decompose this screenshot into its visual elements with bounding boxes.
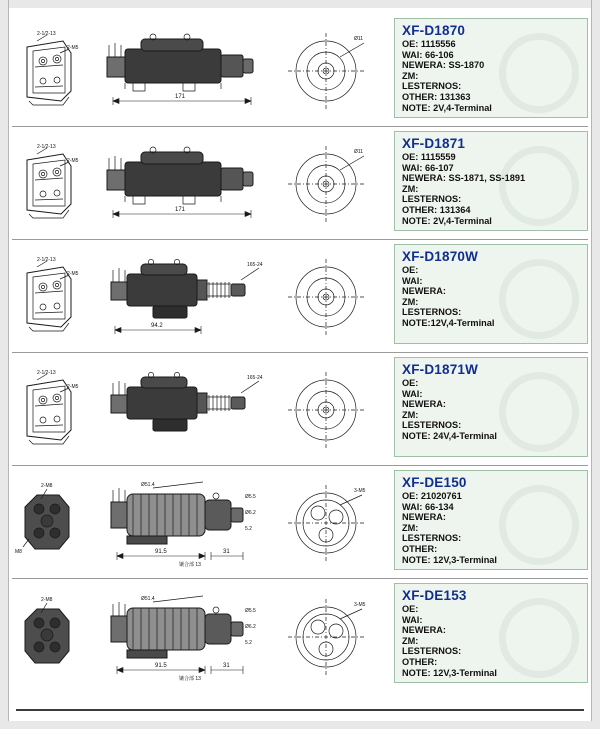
spec-wai: WAI: 66-107 <box>402 162 454 173</box>
mounting-bracket-drawing <box>12 466 80 578</box>
spec-wai: WAI: <box>402 388 423 399</box>
spec-note: NOTE: 24V,4-Terminal <box>402 430 497 441</box>
spec-oe: OE: <box>402 265 419 275</box>
table-row <box>12 240 588 353</box>
solenoid-side-view-drawing <box>80 14 275 126</box>
dimension-label: Ø6.2 <box>244 623 256 630</box>
spec-lesternos: LESTERNOS: <box>402 81 462 92</box>
table-row <box>12 14 588 127</box>
spec-oe: OE: 1115559 <box>402 152 456 162</box>
mounting-bracket-drawing <box>12 127 80 239</box>
spec-box <box>394 583 588 683</box>
spec-newera: NEWERA: <box>402 286 446 297</box>
spec-lesternos: LESTERNOS: <box>402 307 462 318</box>
dimension-label: 2-1/2-13 <box>37 257 56 263</box>
terminal-face-drawing <box>275 240 390 352</box>
spec-note: NOTE: 12V,3-Terminal <box>402 554 497 565</box>
dimension-label: 3-M5 <box>353 601 365 608</box>
solenoid-side-view-drawing <box>80 127 275 239</box>
part-number: XF-D1871W <box>402 362 479 377</box>
spec-other: OTHER: 131363 <box>402 91 471 102</box>
table-row <box>12 127 588 240</box>
specifications-cell <box>390 240 588 352</box>
spec-other: OTHER: 131364 <box>402 204 471 215</box>
spec-newera: NEWERA: <box>402 625 446 636</box>
table-row <box>12 579 588 692</box>
terminal-face-drawing <box>275 14 390 126</box>
spec-other: OTHER: <box>402 543 438 554</box>
spec-zm: ZM: <box>402 183 419 194</box>
specifications-cell <box>390 466 588 578</box>
dimension-label: Ø5.5 <box>244 607 256 614</box>
dimension-label: 2-M5 <box>67 158 79 164</box>
dimension-label: 2-M8 <box>41 483 53 489</box>
spec-box <box>394 357 588 457</box>
dimension-label: 2-M8 <box>41 596 53 603</box>
dimension-label: 91.5 <box>154 549 167 555</box>
part-number: XF-DE150 <box>402 475 467 490</box>
parts-list <box>12 14 588 692</box>
terminal-face-drawing <box>275 127 390 239</box>
dimension-label: Ø11 <box>353 149 363 155</box>
part-number: XF-D1870W <box>402 249 479 264</box>
spec-newera: NEWERA: SS-1871, SS-1891 <box>402 173 526 184</box>
spec-zm: ZM: <box>402 409 419 420</box>
spec-wai: WAI: <box>402 275 423 286</box>
spec-newera: NEWERA: <box>402 399 446 410</box>
mounting-bracket-drawing <box>12 579 80 692</box>
spec-oe: OE: <box>402 604 419 614</box>
spec-oe: OE: 21020761 <box>402 491 462 501</box>
spec-box <box>394 131 588 231</box>
solenoid-side-view-drawing <box>80 353 275 465</box>
solenoid-side-view-drawing <box>80 240 275 352</box>
dimension-label: M8 <box>15 549 22 555</box>
spec-box <box>394 470 588 570</box>
spec-box <box>394 18 588 118</box>
part-number: XF-D1871 <box>402 136 466 151</box>
spec-newera: NEWERA: SS-1870 <box>402 60 485 71</box>
dimension-label: 5.2 <box>244 639 252 646</box>
spec-note: NOTE: 2V,4-Terminal <box>402 102 492 113</box>
terminal-face-drawing <box>275 466 390 578</box>
spec-lesternos: LESTERNOS: <box>402 646 462 657</box>
dimension-label: Ø11 <box>353 36 363 42</box>
spec-lesternos: LESTERNOS: <box>402 420 462 431</box>
part-number: XF-D1870 <box>402 23 466 38</box>
table-row <box>12 353 588 466</box>
dimension-label: 5.2 <box>244 526 252 532</box>
spec-wai: WAI: 66-134 <box>402 501 454 512</box>
dimension-label: 2-M5 <box>67 384 79 390</box>
part-number: XF-DE153 <box>402 588 467 603</box>
dimension-label-cn: 镶合部 13 <box>178 562 201 568</box>
dimension-label: 91.5 <box>154 662 167 669</box>
table-row <box>12 466 588 579</box>
dimension-label: 171 <box>174 207 185 213</box>
page-bottom-rule <box>16 709 584 711</box>
specifications-cell <box>390 14 588 126</box>
spec-newera: NEWERA: <box>402 512 446 523</box>
spec-note: NOTE:12V,4-Terminal <box>402 317 495 328</box>
specifications-cell <box>390 579 588 692</box>
solenoid-side-view-drawing <box>80 466 275 578</box>
dimension-label: 31 <box>222 549 230 555</box>
dimension-label: Ø51.4 <box>140 482 155 488</box>
mounting-bracket-drawing <box>12 14 80 126</box>
terminal-face-drawing <box>275 353 390 465</box>
dimension-label: 2-M5 <box>67 271 79 277</box>
spec-zm: ZM: <box>402 70 419 81</box>
terminal-face-drawing <box>275 579 390 692</box>
spec-wai: WAI: <box>402 614 423 625</box>
spec-oe: OE: <box>402 378 419 388</box>
spec-note: NOTE: 2V,4-Terminal <box>402 215 492 226</box>
spec-zm: ZM: <box>402 635 419 646</box>
page-frame-top <box>0 0 600 8</box>
dimension-label: 165-24 <box>246 375 263 381</box>
mounting-bracket-drawing <box>12 240 80 352</box>
specifications-cell <box>390 127 588 239</box>
dimension-label: 171 <box>174 94 185 100</box>
dimension-label: 2-1/2-13 <box>37 144 56 150</box>
spec-box <box>394 244 588 344</box>
page-frame-left <box>0 0 9 729</box>
page-frame-right <box>591 0 600 729</box>
mounting-bracket-drawing <box>12 353 80 465</box>
dimension-label: Ø51.4 <box>140 595 155 602</box>
spec-zm: ZM: <box>402 522 419 533</box>
spec-lesternos: LESTERNOS: <box>402 194 462 205</box>
specifications-cell <box>390 353 588 465</box>
dimension-label: 2-1/2-13 <box>37 370 56 376</box>
dimension-label: 2-M5 <box>67 45 79 51</box>
page-frame-bottom <box>0 721 600 729</box>
spec-zm: ZM: <box>402 296 419 307</box>
spec-note: NOTE: 12V,3-Terminal <box>402 667 497 678</box>
spec-other: OTHER: <box>402 656 438 667</box>
dimension-label: Ø5.5 <box>244 494 256 500</box>
solenoid-side-view-drawing <box>80 579 275 692</box>
dimension-label: 31 <box>222 662 230 669</box>
dimension-label: 94.2 <box>150 323 163 329</box>
dimension-label-cn: 镶合部 13 <box>178 675 201 682</box>
spec-lesternos: LESTERNOS: <box>402 533 462 544</box>
dimension-label: 2-1/2-13 <box>37 31 56 37</box>
dimension-label: Ø6.2 <box>244 510 256 516</box>
dimension-label: 165-24 <box>246 262 263 268</box>
spec-oe: OE: 1115556 <box>402 39 456 49</box>
dimension-label: 3-M5 <box>353 488 365 494</box>
spec-wai: WAI: 66-106 <box>402 49 454 60</box>
